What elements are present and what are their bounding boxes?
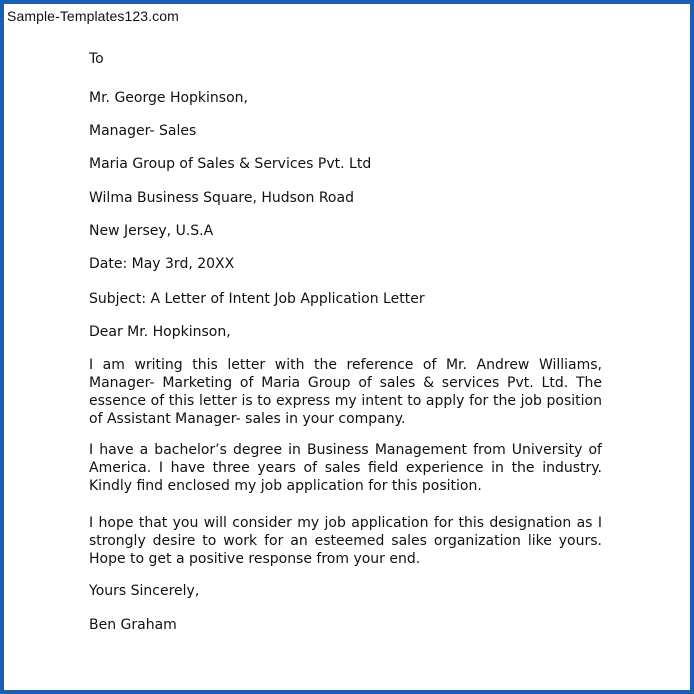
letter-subject: Subject: A Letter of Intent Job Application Letter <box>89 291 425 307</box>
body-paragraph-2: I have a bachelor’s degree in Business Management from University of America. I have three years of sales field experience in the industry. Kindly find enclosed my job application for this position. <box>89 442 602 494</box>
to-label: To <box>89 51 104 67</box>
recipient-title: Manager- Sales <box>89 123 197 139</box>
recipient-name: Mr. George Hopkinson, <box>89 90 248 106</box>
closing: Yours Sincerely, <box>89 583 200 599</box>
body-paragraph-1: I am writing this letter with the reference of Mr. Andrew Williams, Manager- Marketing of Maria Group of sales & services Pvt. Ltd. The essence of this letter is to express my intent to apply for the job position of Assistant Manager- sales in your company. <box>89 357 602 427</box>
salutation: Dear Mr. Hopkinson, <box>89 324 231 340</box>
recipient-location: New Jersey, U.S.A <box>89 223 214 239</box>
signature-name: Ben Graham <box>89 617 177 633</box>
recipient-address: Wilma Business Square, Hudson Road <box>89 190 354 206</box>
site-watermark: Sample-Templates123.com <box>7 8 179 24</box>
body-paragraph-3: I hope that you will consider my job application for this designation as I strongly desire to work for an esteemed sales organization like yours. Hope to get a positive response from your end. <box>89 515 602 567</box>
recipient-company: Maria Group of Sales & Services Pvt. Ltd <box>89 156 372 172</box>
letter-date: Date: May 3rd, 20XX <box>89 256 235 272</box>
